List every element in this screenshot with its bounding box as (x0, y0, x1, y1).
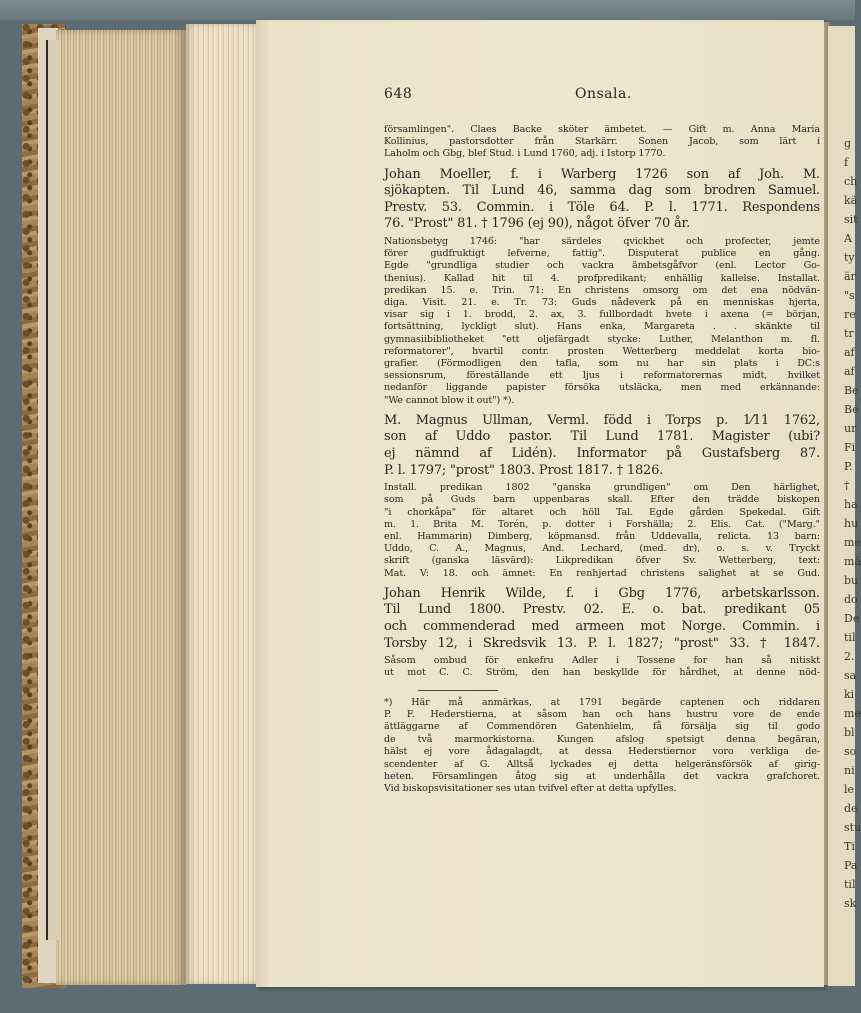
next-page-fragment: P. (844, 460, 853, 473)
next-page-fragment: mä (844, 555, 861, 568)
entry-text-line: Johan Moeller, f. i Warberg 1726 son af Joh. M. (384, 166, 820, 182)
footnote-rule (418, 690, 498, 691)
entry-text-line: Prestv. 53. Commin. i Töle 64. P. l. 1771. Respondens (384, 199, 820, 215)
next-page-fragment: so (844, 745, 857, 758)
next-page-fragment: "s (844, 289, 855, 302)
note-text-line: fortsättning, lyckligt slut). Hans enka, Margareta . . skänkte til (384, 321, 820, 333)
next-page-fragment: ha (844, 498, 858, 511)
next-page-fragment: sa (844, 669, 857, 682)
next-page-fragment: g (844, 137, 852, 150)
right-page-stack (186, 24, 256, 984)
note-text-line: skrift (ganska läsvärd): Likpredikan öfver Sv. Wetterberg, text: (384, 555, 820, 567)
next-page-fragment: kä (844, 194, 858, 207)
next-page-fragment: af (844, 346, 855, 359)
next-page-fragment: me (844, 536, 861, 549)
entry-text-line: 76. "Prost" 81. † 1796 (ej 90), något öfver 70 år. (384, 216, 691, 232)
next-page-fragment: le (844, 783, 855, 796)
running-header (384, 86, 820, 106)
note-text-line: grafier. (Förmodligen den tafla, som nu har sin plats i DC:s (384, 358, 820, 370)
note-text-line: ut mot C. C. Ström, den han beskyllde för hårdhet, at denne nöd- (384, 667, 820, 679)
next-page-fragment: tr (844, 327, 854, 340)
next-page-fragment: ni (844, 764, 855, 777)
note-text-line: Mat. V: 18. och ämnet: En renhjertad christens salighet at se Gud. (384, 567, 820, 579)
note-text-line: m. 1. Brita M. Torén, p. dotter i Forshälla; 2. Elis. Cat. ("Marg." (384, 518, 820, 530)
note-text-line: församlingen". Claes Backe sköter ämbetet. — Gift m. Anna Maria (384, 124, 820, 135)
note-text-line: nedanför liggande papister försöka utsläcka, men med erkännande: (384, 382, 820, 394)
note-text-line: enl. Hammarin) Dimberg, köpmansd. från Uddevalla, relicta. 13 barn: (384, 531, 820, 543)
endpaper-edge (46, 40, 60, 940)
note-text-line: reformatorer", hvartil contr. prosten Wetterberg meddelat korta bio- (384, 345, 820, 357)
next-page-fragment: Ti (844, 840, 855, 853)
footnote-line: de två marmorkistorna. Kungen afslog spetsigt denna begäran, (384, 733, 820, 745)
next-page-fragment: Be (844, 384, 859, 397)
footnote-line: scendenter af G. Alltså lyckades ej detta helgeränsförsök af girig- (384, 758, 820, 770)
note-text-line: förer gudfruktigt lefverne, fattig". Disputerat publice en gång. (384, 248, 820, 260)
next-page-fragment: A (844, 232, 852, 245)
note-text-line: thenius). Kallad hit til 4. profpredikant; enhällig kallelse. Installat. (384, 272, 820, 284)
note-text-line: visar sig i 1. brodd, 2. ax, 3. fullbordadt hvete i axena (= början, (384, 309, 820, 321)
note-text-line: Install. predikan 1802 "ganska grundligen" om Den härlighet, (384, 482, 820, 494)
next-page-fragment: til (844, 878, 856, 891)
note-text-line: som på Guds barn uppenbaras skall. Efter den trädde biskopen (384, 494, 820, 506)
entry-text-line: Til Lund 1800. Prestv. 02. E. o. bat. predikant 05 (384, 602, 820, 618)
left-page-stack (56, 30, 186, 985)
page-body (384, 124, 820, 796)
next-page-fragment: är (844, 270, 856, 283)
footnote-line: P. F. Hederstierna, at såsom han och hans hustru vore de ende (384, 709, 820, 721)
entry-text-line: och commenderad med armeen mot Norge. Commin. i (384, 619, 820, 635)
footnote-line: *) Här må anmärkas, at 1791 begärde captenen och riddaren (384, 696, 820, 708)
next-page-fragment: ty (844, 251, 855, 264)
next-page-fragment: me (844, 707, 861, 720)
next-page-fragment: de (844, 802, 858, 815)
next-page-fragment: do (844, 593, 858, 606)
next-page-fragment: De (844, 612, 860, 625)
scanner-background (0, 0, 855, 20)
note-text-line: Såsom ombud för enkefru Adler i Tossene for han så nitiskt (384, 655, 820, 667)
next-page-fragment: Pa (844, 859, 858, 872)
entry-text-line: son af Uddo pastor. Til Lund 1781. Magister (ubi? (384, 429, 820, 445)
footnote-line: ättläggarne af Commendören Gatenhielm, få försälja sig til godo (384, 721, 820, 733)
next-page-edge (828, 26, 861, 986)
footnote-line: hälst ej vore ådagalagdt, at dessa Hederstiernor voro verkliga de- (384, 746, 820, 758)
entry-text-line: Torsby 12, i Skredsvik 13. P. l. 1827; "prost" 33. † 1847. (384, 635, 820, 651)
note-text-line: predikan 15. e. Trin. 71: En christens omsorg om det ena nödvän- (384, 284, 820, 296)
entry-text-line: Johan Henrik Wilde, f. i Gbg 1776, arbetskarlsson. (384, 585, 820, 601)
note-text-line: Kollinius, pastorsdotter från Starkärr. Sonen Jacob, som lärt i (384, 136, 820, 148)
next-page-fragment: 2. (844, 650, 855, 663)
note-text-line: diga. Visit. 21. e. Tr. 73: Guds nådeverk på en menniskas hjerta, (384, 297, 820, 308)
next-page-fragment: Be (844, 403, 859, 416)
note-text-line: Egde "grundliga studier och vackra ämbetsgåfvor (enl. Lector Go- (384, 260, 820, 272)
note-text-line: "i chorkåpa" för altaret och höll Tal. Egde gården Spekedal. Gift (384, 506, 820, 518)
next-page-fragment: til (844, 631, 856, 644)
page-number: 648 (384, 86, 413, 102)
next-page-fragment: bl (844, 726, 855, 739)
next-page-fragment: sit (844, 213, 858, 226)
next-page-fragment: ki (844, 688, 855, 701)
next-page-fragment: af (844, 365, 855, 378)
note-text-line: Uddo, C. A., Magnus, And. Lechard, (med. dr), o. s. v. Tryckt (384, 543, 820, 555)
next-page-fragment: ch (844, 175, 858, 188)
footnote-line: Vid biskopsvisitationer ses utan tvifvel efter at detta upfylles. (384, 783, 677, 795)
next-page-fragment: bu (844, 574, 859, 587)
entry-text-line: M. Magnus Ullman, Verml. född i Torps p. 1⁄11 1762, (384, 412, 820, 428)
next-page-fragment: re (844, 308, 856, 321)
running-title: Onsala. (575, 86, 632, 102)
entry-text-line: sjökapten. Til Lund 46, samma dag som brodren Samuel. (384, 183, 820, 199)
note-text-line: Laholm och Gbg, blef Stud. i Lund 1760, adj. i Istorp 1770. (384, 148, 666, 160)
note-text-line: "We cannot blow it out") *). (384, 394, 515, 406)
note-text-line: sessionsrum, föreställande ett ljus i reformatorernas midt, hvilket (384, 370, 820, 382)
note-text-line: gymnasiibibliotheket "ett oljefärgadt stycke: Luther, Melanthon m. fl. (384, 333, 820, 345)
next-page-fragment: ur (844, 422, 857, 435)
note-text-line: Nationsbetyg 1746: "har särdeles qvickhet och profecter, jemte (384, 235, 820, 247)
next-page-fragment: f (844, 156, 849, 169)
entry-text-line: P. l. 1797; "prost" 1803. Prost 1817. † 1826. (384, 462, 664, 478)
entry-text-line: ej nämnd af Lidén). Informator på Gustafsberg 87. (384, 446, 820, 462)
footnote-line: heten. Församlingen åtog sig at underhålla det vackra grafchoret. (384, 771, 820, 783)
next-page-fragment: sk (844, 897, 857, 910)
next-page-fragment: hu (844, 517, 859, 530)
next-page-fragment: stu (844, 821, 861, 834)
next-page-fragment: Fi (844, 441, 856, 454)
next-page-fragment: † (844, 479, 850, 492)
